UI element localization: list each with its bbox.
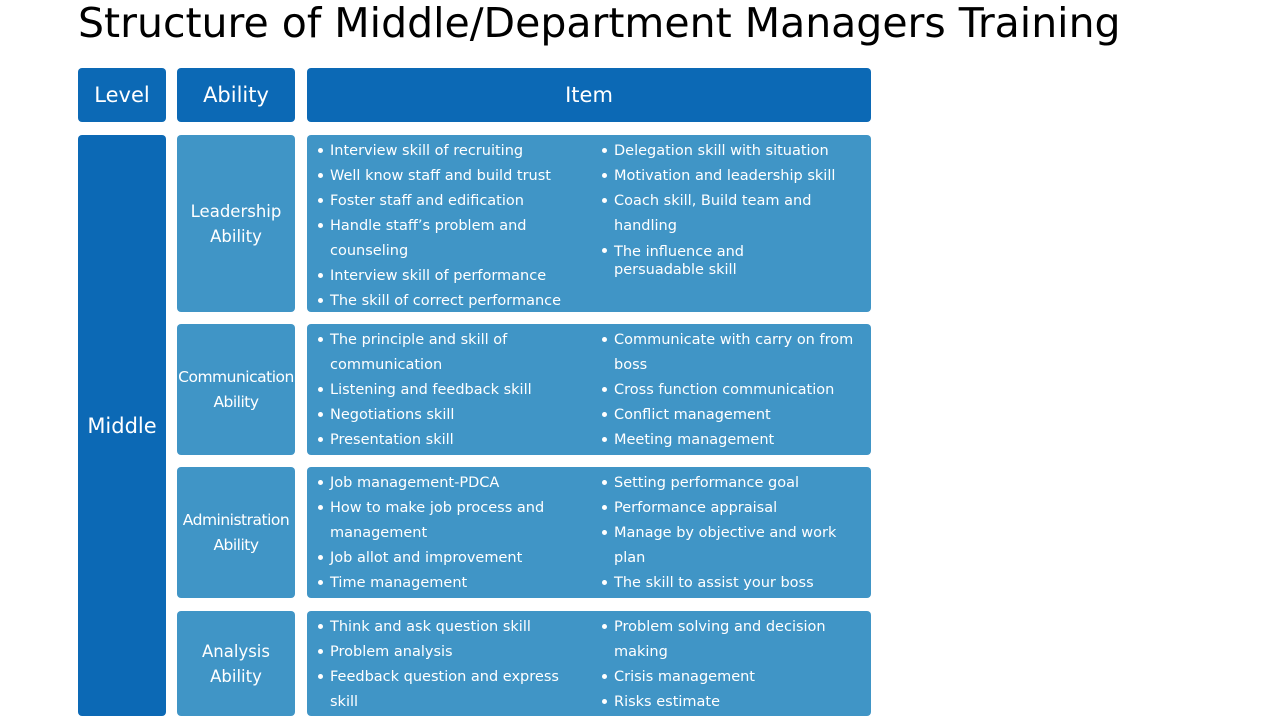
item-list-left [315,471,587,596]
ability-label: Communication Ability [178,367,294,411]
item-list-left [315,328,587,453]
list-item: Risks estimate [599,690,861,715]
item-list-right [599,328,861,453]
list-item: Time management [315,571,587,596]
ability-label: Leadership Ability [190,201,282,246]
list-item: Delegation skill with situation [599,139,861,164]
list-item: The skill of correct performance [315,289,587,314]
list-item: Job management-PDCA [315,471,587,496]
level-cell [78,135,166,716]
list-item: Cross function communication [599,378,861,403]
list-item: Setting performance goal [599,471,861,496]
list-item: Job allot and improvement [315,546,587,571]
page-title: Structure of Middle/Department Managers Training [78,0,1121,47]
level-label: Middle [87,413,157,438]
list-item: Meeting management [599,428,861,453]
list-item: Negotiations skill [315,403,587,428]
header-ability [177,68,295,122]
header-item [307,68,871,122]
list-item: Communicate with carry on from boss [599,328,861,378]
ability-cell-communication [177,324,295,455]
list-item: Coach skill, Build team and handling [599,189,819,239]
item-list-right [599,471,861,596]
item-cell-leadership [307,135,871,312]
ability-cell-analysis [177,611,295,716]
ability-cell-administration [177,467,295,598]
item-cell-analysis [307,611,871,716]
item-list-right [599,139,861,279]
list-item: The skill to assist your boss [599,571,861,596]
item-cell-administration [307,467,871,598]
list-item: Performance appraisal [599,496,861,521]
list-item: Interview skill of performance [315,264,587,289]
list-item: Handle staff’s problem and counseling [315,214,530,264]
header-level-label: Level [94,83,150,107]
list-item: Presentation skill [315,428,587,453]
ability-label: Analysis Ability [202,641,270,686]
list-item: The influence and persuadable skill [599,239,834,279]
item-list-right [599,615,861,715]
list-item: Problem solving and decision making [599,615,844,665]
item-cell-communication [307,324,871,455]
list-item: Interview skill of recruiting [315,139,587,164]
item-list-left [315,139,587,314]
list-item: Crisis management [599,665,861,690]
list-item: Feedback question and express skill [315,665,565,715]
list-item: Problem analysis [315,640,587,665]
list-item: The principle and skill of communication [315,328,530,378]
ability-cell-leadership [177,135,295,312]
list-item: Think and ask question skill [315,615,587,640]
list-item: Listening and feedback skill [315,378,587,403]
header-ability-label: Ability [203,83,269,107]
list-item: How to make job process and management [315,496,545,546]
list-item: Manage by objective and work plan [599,521,839,571]
header-level [78,68,166,122]
header-item-label: Item [565,83,613,107]
list-item: Foster staff and edification [315,189,587,214]
list-item: Conflict management [599,403,861,428]
list-item: Motivation and leadership skill [599,164,861,189]
ability-label: Administration Ability [182,510,290,554]
list-item: Well know staff and build trust [315,164,587,189]
item-list-left [315,615,587,715]
